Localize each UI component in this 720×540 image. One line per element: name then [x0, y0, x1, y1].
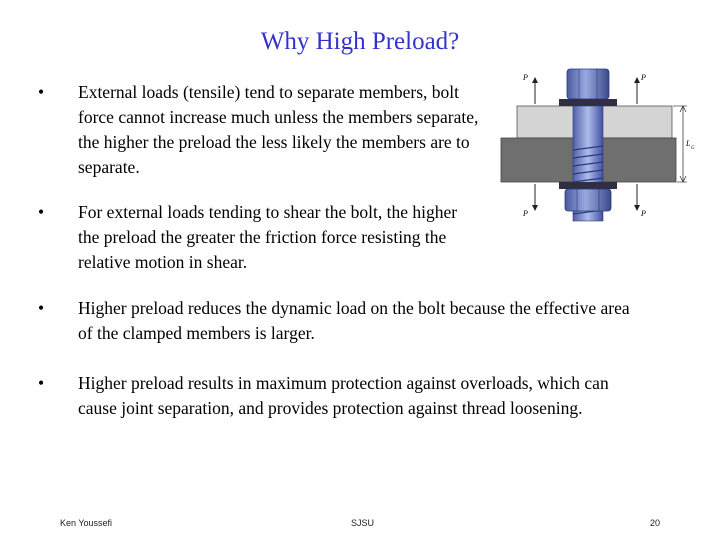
footer-institution: SJSU [351, 518, 375, 528]
load-label-top-right: P [641, 73, 646, 82]
bolted-joint-illustration [497, 66, 697, 236]
bullet-marker: • [38, 298, 45, 318]
nut [565, 189, 611, 211]
grip-length-label: L [686, 139, 691, 148]
bullet-text: Higher preload reduces the dynamic load on the bolt because the effective area of the clamped members is larger. [78, 298, 630, 343]
bullet-marker: • [38, 373, 45, 393]
bolt-head [567, 69, 609, 99]
load-label-top-left: P [523, 73, 528, 82]
upper-washer [559, 99, 617, 106]
bolted-joint-figure [497, 66, 697, 236]
bullet-text: Higher preload results in maximum protection against overloads, which can cause joint separation, and provides protection against thread loosening. [78, 373, 609, 418]
bullet-marker: • [38, 202, 45, 222]
lower-washer [559, 182, 617, 189]
load-label-bottom-right: P [641, 209, 646, 218]
bullet-text: For external loads tending to shear the bolt, the higher the preload the greater the friction force resisting the relative motion in shear. [78, 202, 458, 272]
footer-author: Ken Youssefi [60, 518, 113, 528]
bullet-marker: • [38, 82, 45, 102]
bullet-text: External loads (tensile) tend to separate members, bolt force cannot increase much unless the members separate, the higher the preload the less likely the members are to separate. [78, 82, 479, 177]
load-label-bottom-left: P [523, 209, 528, 218]
page-number: 20 [650, 518, 661, 528]
slide-title: Why High Preload? [260, 28, 460, 55]
grip-length-subscript: G [691, 146, 695, 151]
